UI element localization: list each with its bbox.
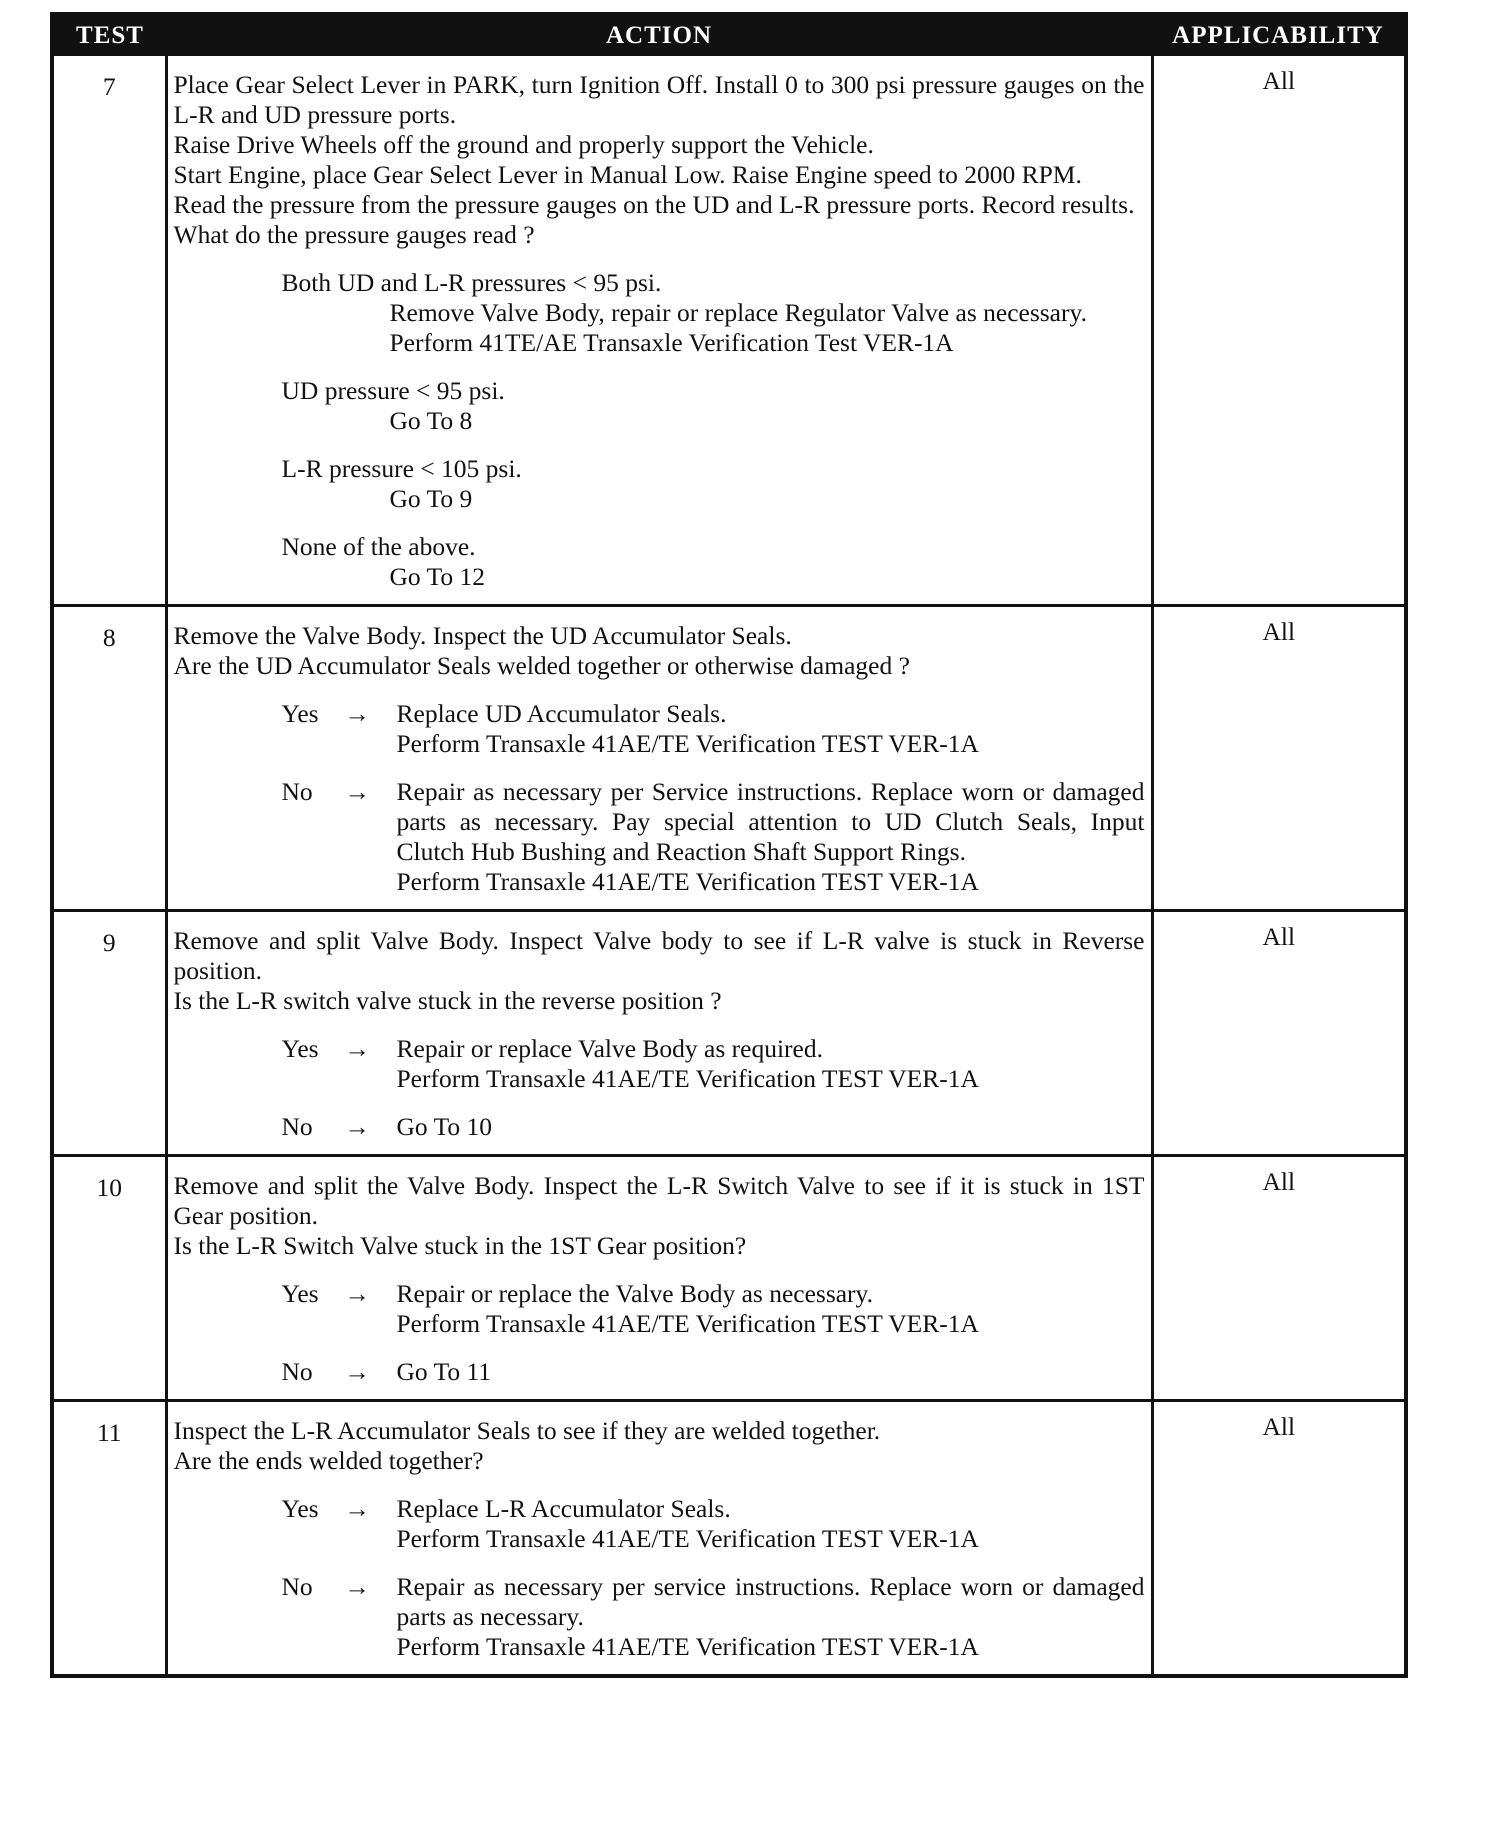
result-condition [174, 268, 1145, 358]
answer-body [397, 1112, 1145, 1142]
answer-body [397, 699, 1145, 759]
applicability-value: All [1152, 1156, 1404, 1401]
action-instruction: Remove and split the Valve Body. Inspect the L-R Switch Valve to see if it is stuck in 1ST Gear position. [173, 1171, 1145, 1230]
answer-line: Go To 10 [396, 1112, 493, 1141]
answer-no [174, 777, 1145, 897]
answer-no [174, 1112, 1145, 1142]
table-row [54, 911, 1404, 1156]
condition-text: UD pressure < 95 psi. [281, 376, 505, 405]
answer-yes [174, 1494, 1145, 1554]
result-condition [174, 532, 1145, 592]
answer-list [174, 1034, 1145, 1142]
answer-label: Yes [281, 1279, 319, 1308]
arrow-right-icon: → [344, 1034, 370, 1063]
condition-text: None of the above. [281, 532, 476, 561]
result-condition [174, 376, 1145, 436]
result-condition [174, 454, 1145, 514]
answer-body [397, 1034, 1145, 1094]
answer-line: Perform Transaxle 41AE/TE Verification TEST VER-1A [396, 1309, 979, 1338]
applicability-value: All [1262, 66, 1296, 95]
condition-text: Both UD and L-R pressures < 95 psi. [281, 268, 662, 297]
action-cell [166, 1401, 1152, 1675]
applicability-value: All [1152, 1401, 1404, 1675]
action-instruction: Is the L-R Switch Valve stuck in the 1ST Gear position? [173, 1231, 747, 1260]
condition-action: Perform 41TE/AE Transaxle Verification Test VER-1A [389, 328, 954, 357]
condition-action: Go To 9 [389, 484, 473, 513]
answer-label: Yes [281, 699, 319, 728]
answer-line: Go To 11 [396, 1357, 492, 1386]
answer-label: Yes [281, 1034, 319, 1063]
answer-yes [174, 699, 1145, 759]
action-instruction: Remove the Valve Body. Inspect the UD Accumulator Seals. [173, 621, 792, 650]
diagnostic-procedure-table [50, 12, 1408, 1678]
answer-label: No [281, 777, 313, 806]
answer-label: No [281, 1572, 313, 1601]
action-cell [166, 911, 1152, 1156]
action-instruction: Remove and split Valve Body. Inspect Valve body to see if L-R valve is stuck in Reverse position. [173, 926, 1145, 985]
table-row [54, 1401, 1404, 1675]
answer-list [174, 1279, 1145, 1387]
arrow-right-icon: → [344, 1572, 370, 1601]
test-number: 11 [54, 1401, 166, 1675]
answer-list [174, 1494, 1145, 1662]
answer-label: Yes [281, 1494, 319, 1523]
answer-no [174, 1357, 1145, 1387]
action-instruction: Inspect the L-R Accumulator Seals to see if they are welded together. [173, 1416, 881, 1445]
condition-text: L-R pressure < 105 psi. [281, 454, 522, 483]
arrow-right-icon: → [344, 1112, 370, 1141]
answer-body [397, 1572, 1145, 1662]
test-number: 9 [54, 911, 166, 1156]
table-row [54, 56, 1404, 606]
answer-list [174, 699, 1145, 897]
answer-line: Repair or replace Valve Body as required. [396, 1034, 823, 1063]
test-number: 7 [54, 56, 166, 606]
arrow-right-icon: → [344, 699, 370, 728]
answer-line: Repair as necessary per Service instructions. Replace worn or damaged parts as necessary. Pay special attention to UD Clutch Seals, Input Clutch Hub Bushing and Reaction Shaft Support Rings. [396, 777, 1145, 866]
header-test: TEST [54, 16, 166, 56]
action-instruction: Are the UD Accumulator Seals welded together or otherwise damaged ? [173, 651, 910, 680]
header-applicability: APPLICABILITY [1152, 16, 1404, 56]
answer-line: Perform Transaxle 41AE/TE Verification TEST VER-1A [396, 1632, 979, 1661]
arrow-right-icon: → [344, 1279, 370, 1308]
action-instruction: Place Gear Select Lever in PARK, turn Ignition Off. Install 0 to 300 psi pressure gauges on the L-R and UD pressure ports. [173, 70, 1145, 129]
test-number: 10 [54, 1156, 166, 1401]
answer-line: Perform Transaxle 41AE/TE Verification TEST VER-1A [396, 1064, 979, 1093]
action-cell [166, 606, 1152, 911]
applicability-value: All [1152, 606, 1404, 911]
answer-line: Repair as necessary per service instructions. Replace worn or damaged parts as necessary. [396, 1572, 1145, 1631]
action-instruction: Read the pressure from the pressure gauges on the UD and L-R pressure ports. Record results. [173, 190, 1135, 219]
answer-yes [174, 1279, 1145, 1339]
answer-line: Perform Transaxle 41AE/TE Verification TEST VER-1A [396, 1524, 979, 1553]
table-body [54, 56, 1404, 1674]
arrow-right-icon: → [344, 1357, 370, 1386]
answer-line: Replace L-R Accumulator Seals. [396, 1494, 731, 1523]
answer-label: No [281, 1112, 313, 1141]
arrow-right-icon: → [344, 777, 370, 806]
action-cell [166, 1156, 1152, 1401]
answer-body [397, 1494, 1145, 1554]
answer-line: Perform Transaxle 41AE/TE Verification TEST VER-1A [396, 867, 979, 896]
answer-no [174, 1572, 1145, 1662]
action-instruction: Start Engine, place Gear Select Lever in Manual Low. Raise Engine speed to 2000 RPM. [173, 160, 1082, 189]
condition-action: Go To 8 [389, 406, 473, 435]
answer-line: Replace UD Accumulator Seals. [396, 699, 727, 728]
table-row [54, 1156, 1404, 1401]
applicability-value: All [1152, 911, 1404, 1156]
answer-line: Perform Transaxle 41AE/TE Verification TEST VER-1A [396, 729, 979, 758]
answer-body [397, 1357, 1145, 1387]
arrow-right-icon: → [344, 1494, 370, 1523]
test-number: 8 [54, 606, 166, 911]
answer-label: No [281, 1357, 313, 1386]
action-instruction: What do the pressure gauges read ? [173, 220, 535, 249]
action-instruction: Are the ends welded together? [173, 1446, 484, 1475]
answer-body [397, 777, 1145, 897]
condition-action: Remove Valve Body, repair or replace Regulator Valve as necessary. [389, 298, 1087, 327]
action-instruction: Is the L-R switch valve stuck in the reverse position ? [173, 986, 722, 1015]
table-row [54, 606, 1404, 911]
action-cell [166, 56, 1152, 606]
answer-body [397, 1279, 1145, 1339]
answer-line: Repair or replace the Valve Body as necessary. [396, 1279, 874, 1308]
condition-action: Go To 12 [389, 562, 486, 591]
procedure-table [54, 16, 1404, 1674]
header-action: ACTION [166, 16, 1152, 56]
table-header-row [54, 16, 1404, 56]
action-instruction: Raise Drive Wheels off the ground and properly support the Vehicle. [173, 130, 874, 159]
answer-yes [174, 1034, 1145, 1094]
